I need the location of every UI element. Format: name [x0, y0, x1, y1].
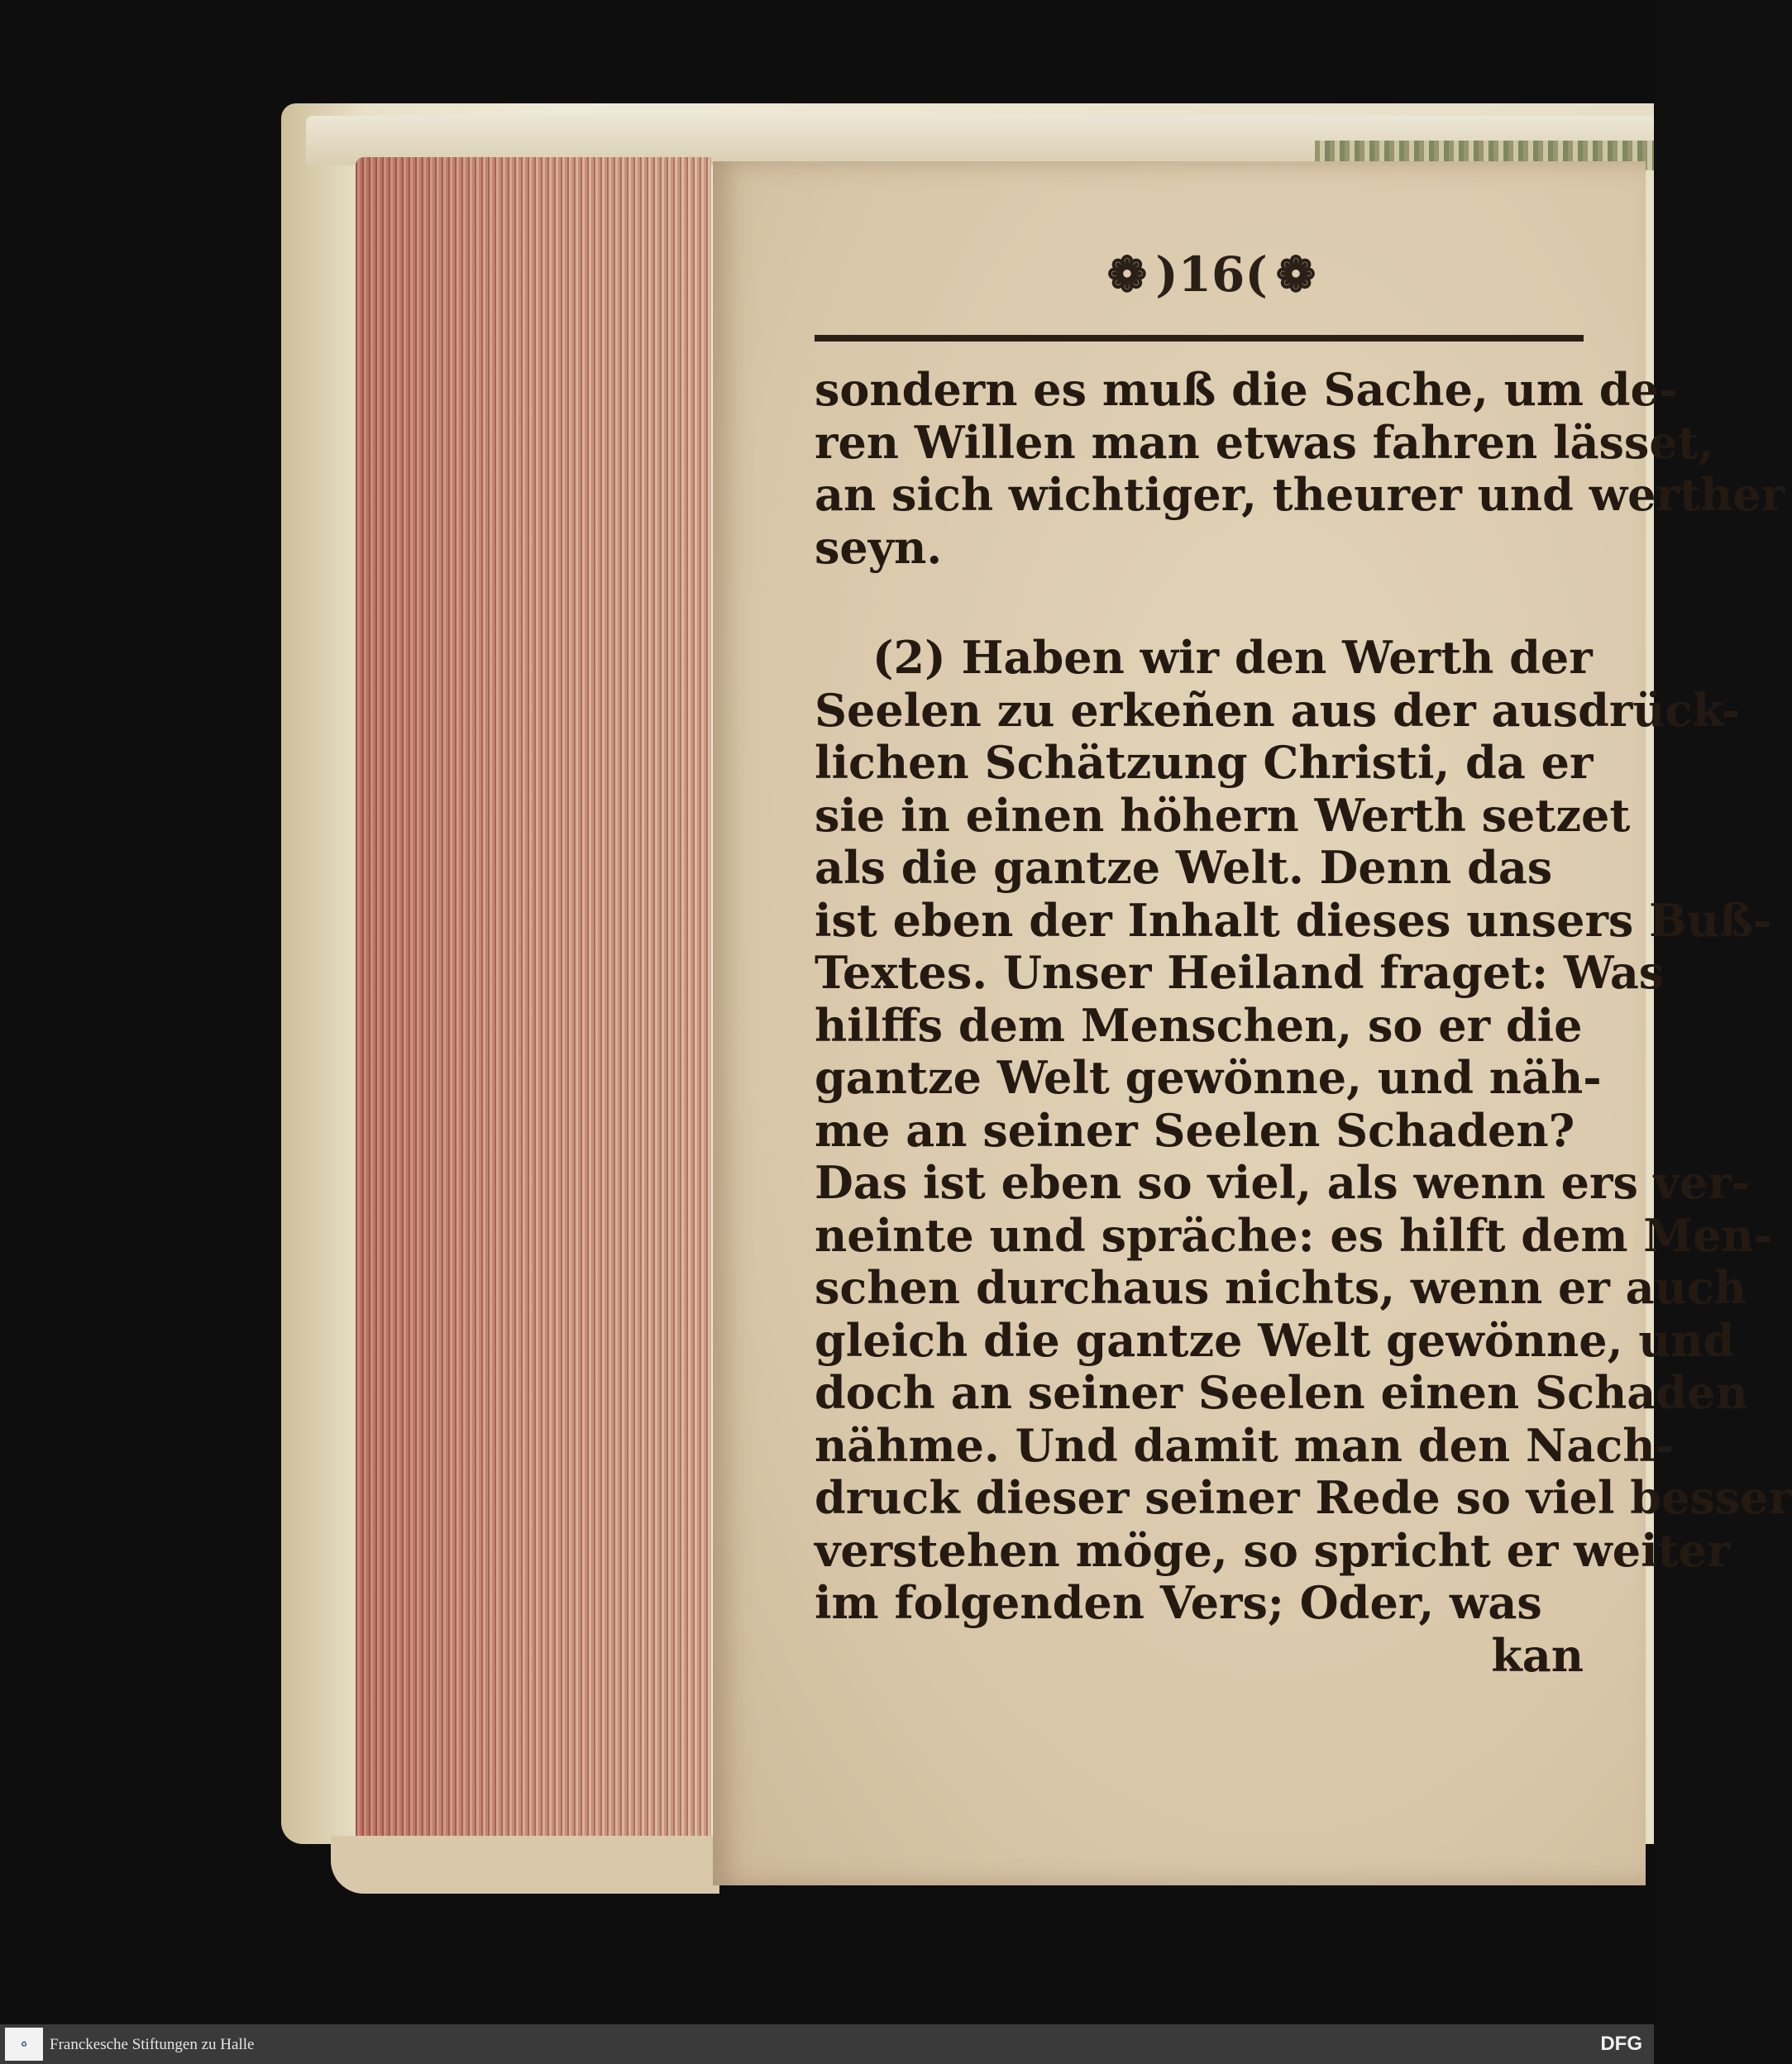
text-line: im folgenden Vers; Oder, was — [815, 1576, 1542, 1629]
institution-name: Franckesche Stiftungen zu Halle — [50, 2036, 255, 2053]
text-line: sondern es muß die Sache, um de- — [815, 363, 1678, 416]
text-line: Textes. Unser Heiland fraget: Was — [815, 946, 1665, 999]
page-text — [815, 363, 1792, 1682]
text-line: an sich wichtiger, theurer und werther — [815, 468, 1785, 521]
cover-bottom-edge — [331, 1836, 719, 1894]
text-line: ist eben der Inhalt dieses unsers Buß- — [815, 893, 1772, 947]
text-line: doch an seiner Seelen einen Schaden — [815, 1366, 1748, 1419]
catchword: kan — [1491, 1628, 1584, 1682]
text-line: gleich die gantze Welt gewönne, und — [815, 1313, 1735, 1367]
text-line: Das ist eben so viel, als wenn ers ver- — [815, 1156, 1751, 1209]
text-line: sie in einen höhern Werth setzet — [815, 788, 1631, 842]
text-line: hilffs dem Menschen, so er die — [815, 998, 1583, 1052]
text-line: gantze Welt gewönne, und näh- — [815, 1051, 1602, 1104]
text-line: nähme. Und damit man den Nach- — [815, 1418, 1674, 1472]
text-line: lichen Schätzung Christi, da er — [815, 736, 1594, 789]
ornament-right-icon: ❁ — [1275, 246, 1317, 303]
dfg-logo: DFG — [1600, 2033, 1642, 2055]
text-line: me an seiner Seelen Schaden? — [815, 1103, 1575, 1157]
page-block-edge — [356, 157, 711, 1885]
ornament-left-icon: ❁ — [1106, 246, 1148, 303]
text-line: schen durchaus nichts, wenn er auch — [815, 1261, 1747, 1314]
text-line: als die gantze Welt. Denn das — [815, 841, 1553, 894]
text-line: seyn. — [815, 520, 943, 574]
text-line: neinte und spräche: es hilft dem Men- — [815, 1208, 1773, 1262]
page-number: )16( — [1155, 246, 1268, 303]
page-header — [1063, 241, 1360, 308]
viewer-footer — [0, 2024, 1654, 2064]
header-rule — [815, 335, 1584, 342]
text-line: verstehen möge, so spricht er weiter — [815, 1523, 1731, 1577]
text-line: Seelen zu erkeñen aus der ausdrück- — [815, 683, 1741, 737]
institution-logo: ♻ — [5, 2028, 43, 2061]
text-line: ren Willen man etwas fahren lässet, — [815, 415, 1714, 469]
text-line: druck dieser seiner Rede so viel besser — [815, 1471, 1792, 1524]
text-line: (2) Haben wir den Werth der — [872, 631, 1593, 684]
